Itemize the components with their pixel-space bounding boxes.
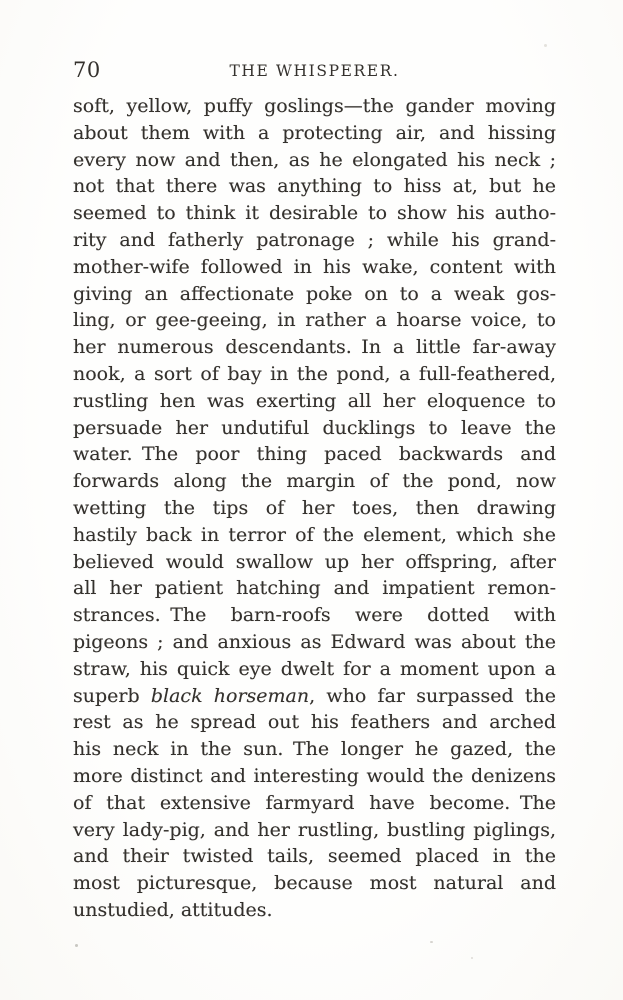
- text-line: and their twisted tails, seemed placed in the: [73, 845, 556, 868]
- text-line: nook, a sort of bay in the pond, a full-feathered,: [73, 362, 556, 385]
- text-line: rity and fatherly patronage ; while his grand-: [73, 228, 556, 251]
- text-line: his neck in the sun. The longer he gazed, the: [73, 738, 556, 761]
- text-line: mother-wife followed in his wake, content with: [73, 255, 556, 278]
- text-segment: , who far surpassed the: [309, 684, 556, 707]
- text-line: believed would swallow up her offspring, after: [73, 550, 556, 573]
- body-text: [73, 93, 556, 924]
- scan-speck: [544, 44, 547, 47]
- page-number: 70: [73, 58, 101, 82]
- text-line: ling, or gee-geeing, in rather a hoarse voice, to: [73, 309, 556, 332]
- text-line: wetting the tips of her toes, then drawing: [73, 496, 556, 519]
- text-line: persuade her undutiful ducklings to leave the: [73, 416, 556, 439]
- text-line: soft, yellow, puffy goslings—the gander moving: [73, 95, 556, 117]
- text-line: giving an affectionate poke on to a weak gos-: [73, 282, 556, 305]
- text-line: very lady-pig, and her rustling, bustling piglings,: [73, 818, 556, 841]
- text-line: more distinct and interesting would the denizens: [73, 764, 556, 787]
- text-line: rustling hen was exerting all her eloquence to: [73, 389, 556, 412]
- text-line: unstudied, attitudes.: [73, 898, 273, 921]
- text-segment: superb: [73, 684, 151, 707]
- italic-phrase: black horseman: [150, 684, 310, 707]
- text-line: of that extensive farmyard have become. The: [73, 791, 556, 814]
- text-line: strances. The barn-roofs were dotted with: [73, 604, 556, 627]
- text-line: water. The poor thing paced backwards and: [73, 443, 556, 466]
- running-head: [73, 58, 556, 84]
- text-line: about them with a protecting air, and hissing: [73, 121, 556, 144]
- text-line: hastily back in terror of the element, which she: [73, 523, 556, 546]
- text-line: not that there was anything to hiss at, but he: [73, 175, 556, 198]
- text-line: forwards along the margin of the pond, now: [73, 470, 556, 493]
- running-title: THE WHISPERER.: [229, 62, 400, 80]
- text-line: rest as he spread out his feathers and arched: [73, 711, 556, 734]
- scan-speck: [75, 944, 78, 947]
- text-line-with-italic: [73, 683, 556, 710]
- text-line: seemed to think it desirable to show his autho-: [73, 202, 556, 225]
- text-line: straw, his quick eye dwelt for a moment upon a: [73, 657, 556, 680]
- scan-speck: [430, 941, 433, 943]
- text-line: every now and then, as he elongated his neck ;: [73, 148, 556, 171]
- text-line: most picturesque, because most natural and: [73, 872, 556, 895]
- scan-speck: [471, 957, 473, 959]
- text-line: pigeons ; and anxious as Edward was about the: [73, 630, 556, 653]
- text-line: all her patient hatching and impatient remon-: [73, 577, 556, 600]
- text-line: her numerous descendants. In a little far-away: [73, 336, 556, 359]
- text-column: [73, 58, 556, 924]
